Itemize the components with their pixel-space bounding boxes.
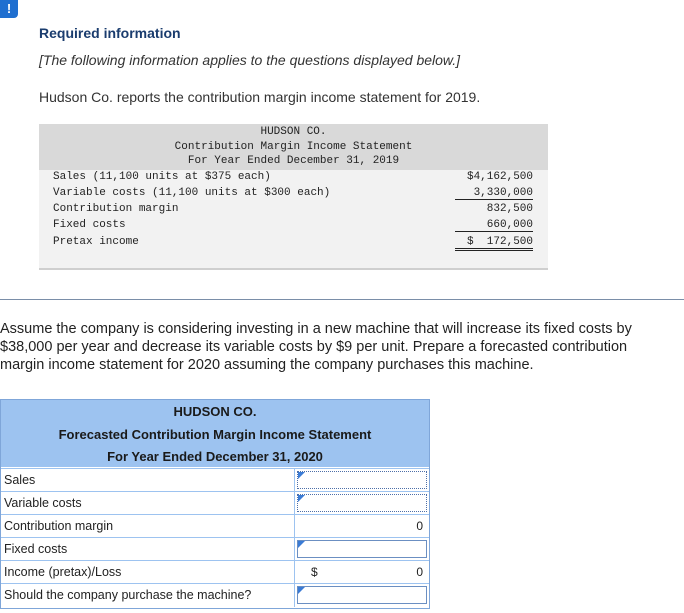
fixed-costs-input[interactable] (297, 540, 427, 558)
forecast-title: Forecasted Contribution Margin Income Statement (58, 427, 372, 442)
forecast-row-label: Sales (4, 473, 36, 487)
statement-company: HUDSON CO. (260, 126, 327, 138)
question-text (0, 320, 684, 374)
forecast-row-label: Fixed costs (4, 542, 68, 556)
section-divider (0, 299, 684, 300)
statement-row-amount: $ 172,500 (455, 236, 533, 251)
forecast-row-fixed-costs (1, 537, 429, 561)
flag-icon (298, 541, 305, 548)
statement-row (53, 171, 533, 187)
forecast-row-label: Contribution margin (4, 519, 114, 533)
statement-row (53, 219, 533, 235)
contribution-margin-value (297, 517, 427, 535)
forecast-company: HUDSON CO. (173, 404, 257, 419)
income-statement-2019 (39, 124, 548, 270)
statement-row-label: Fixed costs (53, 219, 126, 231)
intro-text: Hudson Co. reports the contribution margin income statement for 2019. (39, 89, 481, 105)
statement-row-label: Variable costs (11,100 units at $300 each) (53, 187, 331, 199)
purchase-decision-select[interactable] (297, 586, 427, 604)
statement-row-amount: 832,500 (486, 203, 533, 215)
question-line: Assume the company is considering investing in a new machine that will increase its fixed costs by (0, 321, 632, 337)
forecast-period: For Year Ended December 31, 2020 (107, 449, 323, 464)
flag-icon (298, 495, 305, 502)
statement-row-label: Sales (11,100 units at $375 each) (53, 171, 271, 183)
statement-period: For Year Ended December 31, 2019 (187, 155, 400, 167)
statement-row (53, 203, 533, 219)
question-line: margin income statement for 2020 assuming the company purchases this machine. (0, 357, 534, 373)
forecast-row-label: Variable costs (4, 496, 82, 510)
statement-header (39, 124, 548, 170)
statement-row (53, 236, 533, 252)
statement-title: Contribution Margin Income Statement (174, 141, 413, 153)
forecast-row-variable-costs (1, 491, 429, 515)
flag-icon (298, 472, 305, 479)
required-info-title: Required information (39, 25, 181, 41)
required-info-note: [The following information applies to the questions displayed below.] (39, 52, 461, 68)
statement-row-amount: 660,000 (455, 219, 533, 232)
statement-row-label: Contribution margin (53, 203, 179, 215)
computed-value: 0 (416, 519, 423, 533)
variable-costs-input[interactable] (297, 494, 427, 512)
forecast-row-purchase-decision (1, 583, 429, 607)
statement-row-amount: 3,330,000 (455, 187, 533, 200)
computed-value: 0 (416, 565, 423, 579)
statement-row-amount: $4,162,500 (466, 171, 533, 183)
statement-row-label: Pretax income (53, 236, 139, 248)
forecast-table (0, 399, 430, 609)
statement-row (53, 187, 533, 203)
alert-icon: ! (0, 0, 18, 18)
sales-input[interactable] (297, 471, 427, 489)
forecast-row-income (1, 560, 429, 584)
forecast-row-label: Income (pretax)/Loss (4, 565, 122, 579)
flag-icon (298, 587, 305, 594)
currency-symbol: $ (311, 565, 318, 579)
forecast-header (1, 400, 429, 467)
question-line: $38,000 per year and decrease its variable costs by $9 per unit. Prepare a forecasted contribution (0, 339, 628, 355)
forecast-row-sales (1, 468, 429, 492)
forecast-row-label: Should the company purchase the machine? (4, 588, 252, 602)
income-value (297, 563, 427, 581)
forecast-row-contribution-margin (1, 514, 429, 538)
